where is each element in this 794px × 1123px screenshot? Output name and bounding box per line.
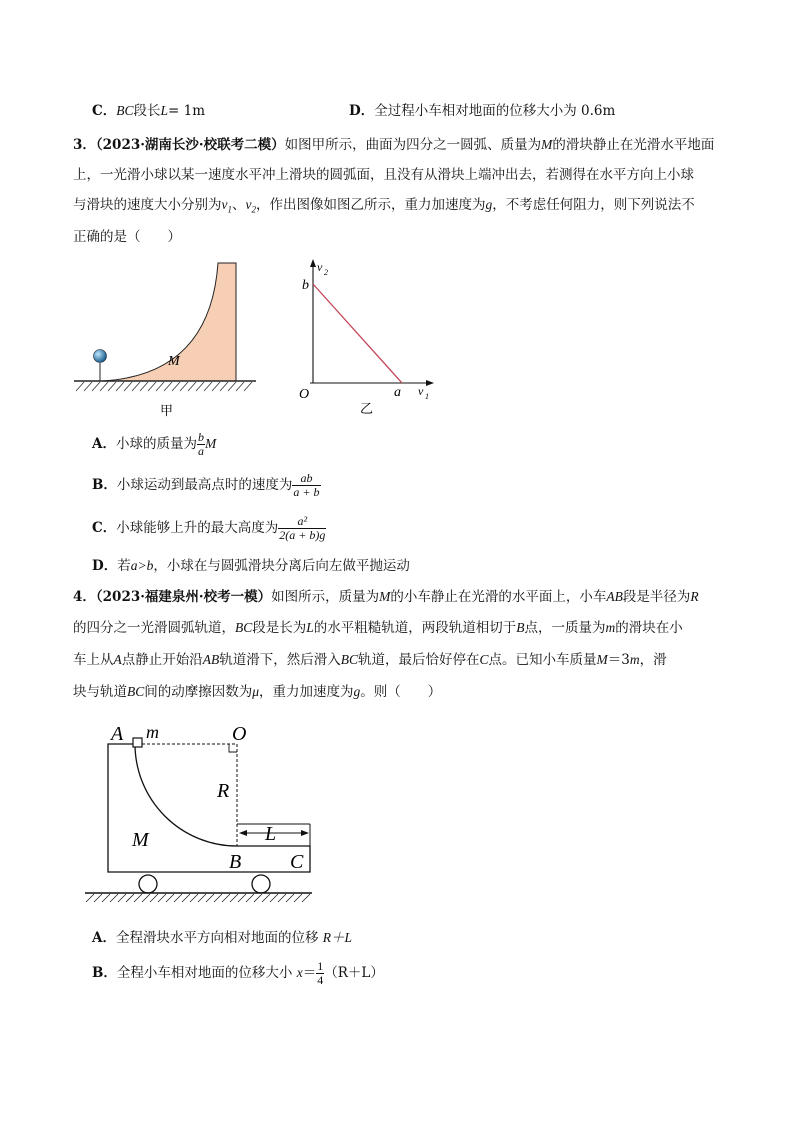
q4-option-a: A．全程滑块水平方向相对地面的位移 R＋L [92,930,353,946]
q3-option-d: D．若a>b，小球在与圆弧滑块分离后向左做平抛运动 [92,558,410,574]
slider-m [133,738,142,747]
y-intercept-label: b [302,278,309,293]
x-intercept-label: a [394,385,401,400]
q4-stem-line3: 车上从A点静止开始沿AB轨道滑下，然后滑入BC轨道，最后恰好停在C点。已知小车质量M＝3m，滑 [73,652,667,668]
q3-stem-line1: 3．（2023·湖南长沙·校联考二模）如图甲所示，曲面为四分之一圆弧、质量为M的滑块静止在光滑水平地面 [73,137,715,153]
svg-text:2: 2 [324,268,328,277]
q4-option-b: B．全程小车相对地面的位移大小 x＝ $\frac{1}{4}$ （R＋L） [92,959,384,987]
q4-stem-line2: 的四分之一光滑圆弧轨道，BC段是长为L的水平粗糙轨道，两段轨道相切于B点，一质量为m的滑块在小 [73,620,683,636]
label-B: B [229,851,242,873]
q2-option-d: D．全过程小车相对地面的位移大小为 0.6m [349,103,616,119]
label-m: m [146,722,159,742]
q3-stem-line3: 与滑块的速度大小分别为$v_1$、$v_2$，作出图像如图乙所示，重力加速度为g，不考虑任何阻力，则下列说法不 [73,197,695,215]
label-L: L [265,823,277,845]
velocity-line [313,284,402,383]
ball [94,350,107,363]
q4-stem-line4: 块与轨道BC间的动摩擦因数为μ，重力加速度为g。则（ ） [73,684,442,700]
label-C: C [290,851,304,873]
fig-yi-caption: 乙 [360,402,374,417]
ground-hatching-cart [86,894,310,902]
cart-body [108,744,310,872]
x-axis-label: v [418,384,424,398]
ground-hatching [76,382,252,391]
y-axis-label: v [317,260,323,274]
q3-stem-line4: 正确的是（ ） [73,229,181,245]
q3-stem-line2: 上，一光滑小球以某一速度水平冲上滑块的圆弧面，且没有从滑块上端冲出去，若测得在水平方向上小球 [73,167,694,183]
label-M: M [132,829,149,851]
wheel-left [139,875,157,893]
mass-label: M [168,354,180,369]
label-A: A [111,723,124,745]
origin-label: O [299,387,310,402]
q3-option-a: A．小球的质量为 $\frac{b}{a}$ M [92,430,217,458]
q4-stem-line1: 4．（2023·福建泉州·校考一模）如图所示，质量为M的小车静止在光滑的水平面上，小车AB段是半径为R [73,589,699,605]
q3-option-c: C．小球能够上升的最大高度为 $\frac{\text{a²}}{2(a + b)g}$ [92,514,326,542]
figure-jia [70,255,260,420]
wheel-right [252,875,270,893]
figure-yi [290,255,440,420]
figure-cart [80,718,320,908]
q3-option-b: B．小球运动到最高点时的速度为 $\frac{ab}{a + b}$ [92,471,320,499]
label-O: O [232,723,247,745]
svg-text:1: 1 [425,392,429,401]
q2-option-c: C．BC段长L= 1m [92,103,206,119]
label-R: R [217,780,230,802]
fig-jia-caption: 甲 [160,404,174,419]
